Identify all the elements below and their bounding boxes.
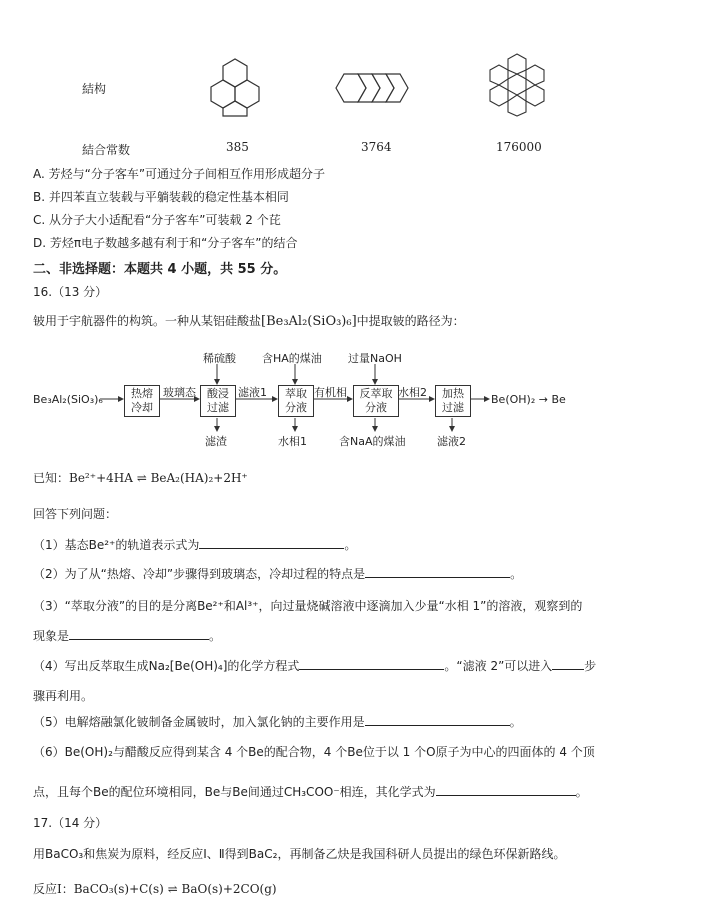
output-naa-kerosene: 含NaA的煤油 [339, 435, 406, 448]
q16-intro: 铍用于宇航器件的构筑。一种从某铝硅酸盐[Be₃Al₂(SiO₃)₆]中提取铍的路径为： [33, 314, 465, 329]
flow-start: Be₃Al₂(SiO₃)₆ [33, 393, 103, 406]
sub-question-3: （3）“萃取分液”的目的是分离Be²⁺和Al³⁺，向过量烧碱溶液中逐滴加入少量“水相 1”的溶液，观察到的 [33, 599, 583, 613]
arrow-label-4: 水相2 [398, 386, 427, 399]
sub-question-6-cont: 点，且每个Be的配位环境相同，Be与Be间通过CH₃COO⁻相连，其化学式为 。 [33, 785, 588, 799]
output-filtrate-2: 滤液2 [437, 435, 466, 448]
sub-question-6: （6）Be(OH)₂与醋酸反应得到某含 4 个Be的配合物，4 个Be位于以 1 个O原子为中心的四面体的 4 个顶 [33, 745, 595, 759]
answer-blank-4[interactable] [299, 658, 444, 670]
sub-question-3-cont: 现象是 。 [33, 629, 222, 643]
answer-prompt: 回答下列问题： [33, 507, 118, 521]
known-equation: 已知：Be²⁺+4HA ⇌ BeA₂(HA)₂+2H⁺ [33, 471, 248, 485]
answer-blank-4b[interactable] [552, 658, 584, 670]
flow-end: Be(OH)₂ → Be [491, 393, 566, 406]
sub-question-4: （4）写出反萃取生成Na₂[Be(OH)₄]的化学方程式 。“滤液 2”可以进入 步 [33, 659, 597, 673]
q17-reaction-1: 反应Ⅰ：BaCO₃(s)+C(s) ⇌ BaO(s)+2CO(g) [33, 882, 277, 896]
flow-arrows [0, 0, 708, 460]
arrow-label-2: 滤液1 [238, 386, 267, 399]
constant-pyrene: 385 [226, 140, 249, 154]
constant-tetracene: 3764 [361, 140, 392, 154]
answer-blank-3[interactable] [69, 628, 209, 640]
sub-question-2: （2）为了从“热熔、冷却”步骤得到玻璃态，冷却过程的特点是 。 [33, 567, 523, 581]
structure-row-label: 結构 [82, 82, 107, 96]
step-box-1: 热熔 冷却 [124, 385, 160, 417]
output-residue: 滤渣 [205, 435, 227, 448]
option-b: B. 并四苯直立装载与平躺装载的稳定性基本相同 [33, 190, 289, 204]
option-d: D. 芳烃π电子数越多越有利于和“分子客车”的结合 [33, 236, 298, 250]
q17-intro: 用BaCO₃和焦炭为原料，经反应Ⅰ、Ⅱ得到BaC₂，再制备乙炔是我国科研人员提出的绿色环保新路线。 [33, 847, 566, 861]
section-title: 二、非选择题：本题共 4 小题，共 55 分。 [33, 262, 287, 277]
answer-blank-5[interactable] [365, 714, 510, 726]
option-c: C. 从分子大小适配看“分子客车”可装载 2 个芘 [33, 213, 281, 227]
input-naoh: 过量NaOH [348, 352, 402, 365]
binding-constant-row-label: 結合常数 [82, 143, 131, 157]
arrow-label-3: 有机相 [314, 386, 347, 399]
step-box-3: 萃取 分液 [278, 385, 314, 417]
answer-blank-2[interactable] [365, 566, 510, 578]
answer-blank-6[interactable] [436, 784, 576, 796]
q17-header: 17.（14 分） [33, 816, 108, 830]
sub-question-1: （1）基态Be²⁺的轨道表示式为 。 [33, 538, 357, 552]
answer-blank-1[interactable] [199, 537, 344, 549]
constant-coronene: 176000 [496, 140, 542, 154]
q16-header: 16.（13 分） [33, 285, 108, 299]
sub-question-5: （5）电解熔融氯化铍制备金属铍时，加入氯化钠的主要作用是 。 [33, 715, 522, 729]
output-water-phase-1: 水相1 [278, 435, 307, 448]
sub-question-4-cont: 骤再利用。 [33, 689, 94, 703]
step-box-4: 反萃取 分液 [353, 385, 399, 417]
option-a: A. 芳烃与“分子客车”可通过分子间相互作用形成超分子 [33, 167, 326, 181]
step-box-5: 加热 过滤 [435, 385, 471, 417]
input-dilute-sulfuric-acid: 稀硫酸 [203, 352, 236, 365]
input-ha-kerosene: 含HA的煤油 [262, 352, 322, 365]
arrow-label-1: 玻璃态 [163, 386, 196, 399]
step-box-2: 酸浸 过滤 [200, 385, 236, 417]
